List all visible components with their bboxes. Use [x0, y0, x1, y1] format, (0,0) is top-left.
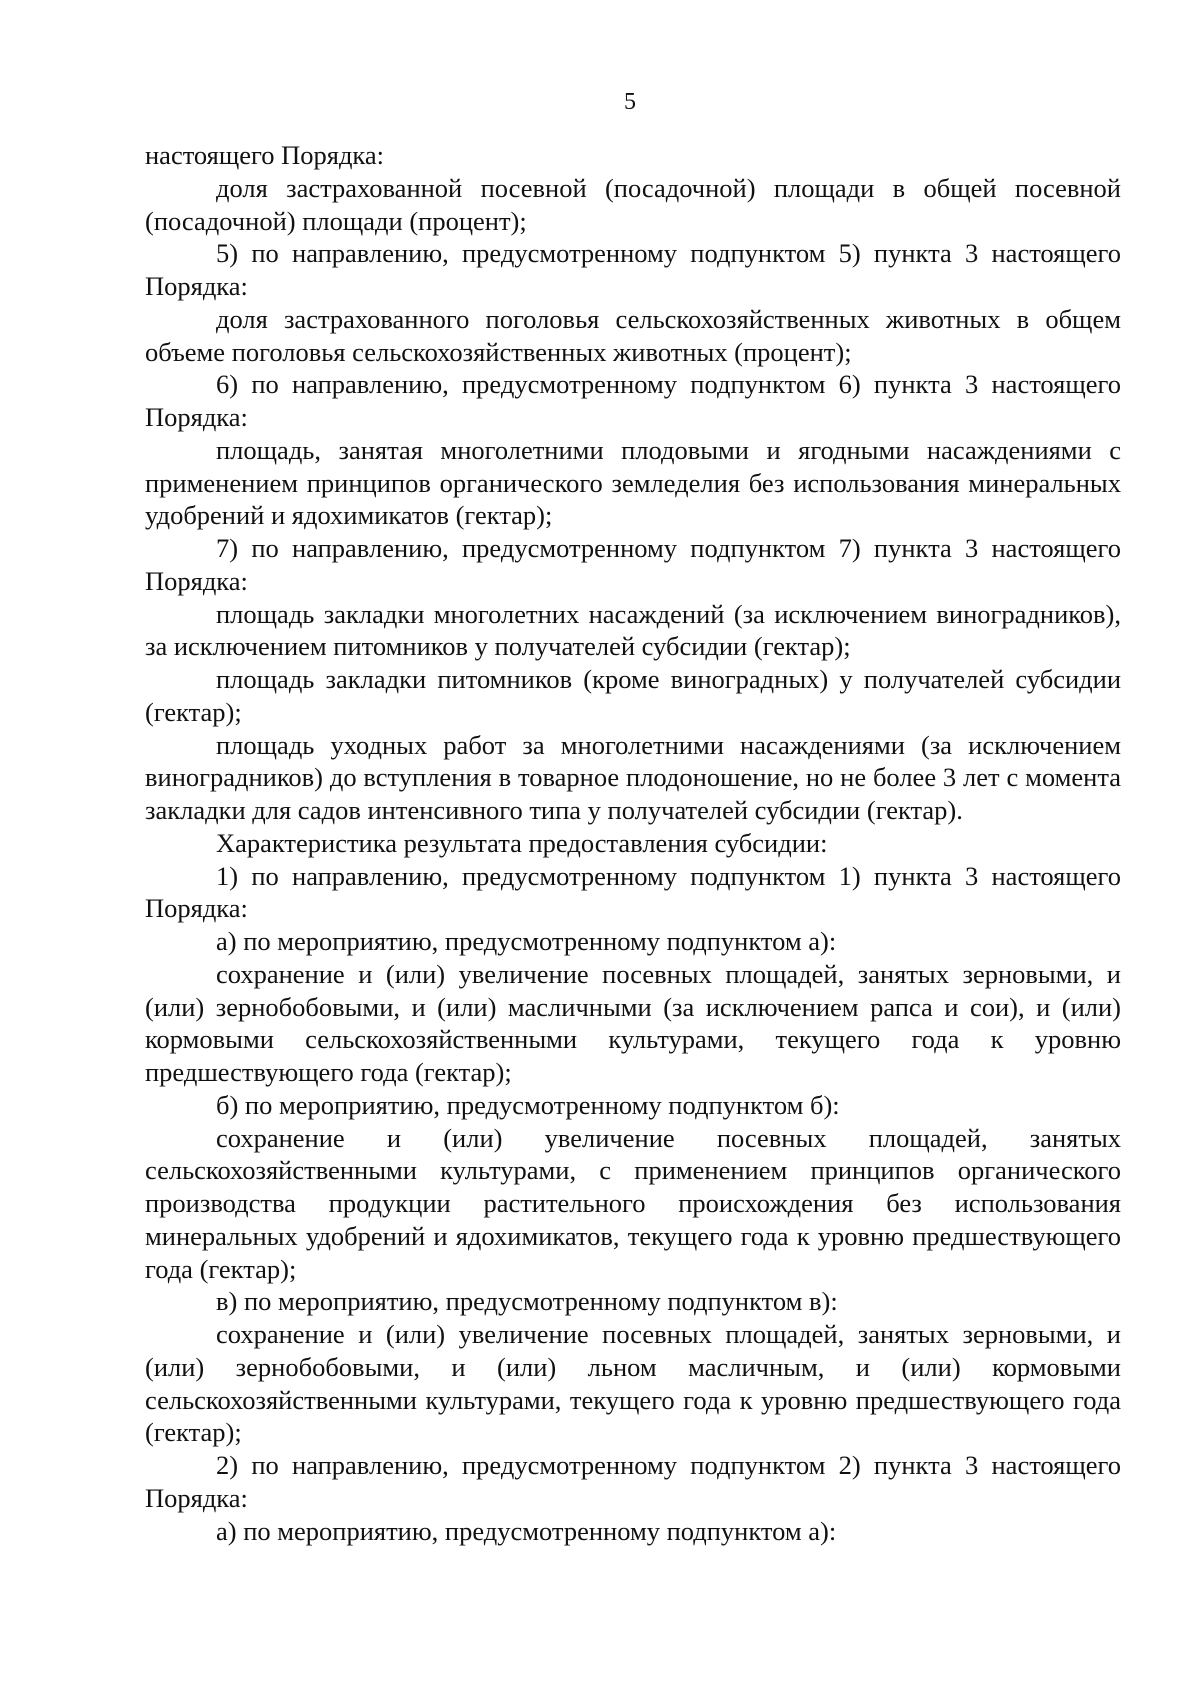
paragraph: сохранение и (или) увеличение посевных площадей, занятых зерновыми, и (или) зернобобовыми, и (или) масличными (за исключением рапса и сои), и (или) кормовыми сельскохозяйственными культурами, текущего года к уровню предшествующего года (гектар); [145, 958, 1121, 1087]
paragraph: в) по мероприятию, предусмотренному подпунктом в): [216, 1286, 838, 1317]
paragraph: площадь закладки многолетних насаждений (за исключением виноградников), за исключением питомников у получателей субсидии (гектар); [145, 598, 1121, 662]
paragraph: 7) по направлению, предусмотренному подпунктом 7) пункта 3 настоящего Порядка: [145, 533, 1121, 596]
paragraph: 2) по направлению, предусмотренному подпунктом 2) пункта 3 настоящего Порядка: [145, 1450, 1121, 1513]
paragraph: а) по мероприятию, предусмотренному подпунктом а): [216, 926, 837, 956]
paragraph: площадь закладки питомников (кроме виноградных) у получателей субсидии (гектар); [145, 664, 1121, 727]
document-body [145, 139, 1121, 1547]
paragraph: площадь уходных работ за многолетними насаждениями (за исключением виноградников) до вступления в товарное плодоношение, но не более 3 лет с момента закладки для садов интенсивного типа у получателей субсидии (гектар). [145, 729, 1121, 825]
paragraph: доля застрахованной посевной (посадочной) площади в общей посевной (посадочной) площади (процент); [145, 172, 1121, 236]
paragraph: а) по мероприятию, предусмотренному подпунктом а): [216, 1515, 837, 1546]
paragraph: сохранение и (или) увеличение посевных площадей, занятых сельскохозяйственными культурами, с применением принципов органического производства продукции растительного происхождения без использования минеральных удобрений и ядохимикатов, текущего года к уровню предшествующего года (гектар); [145, 1122, 1121, 1284]
page-number: 5 [624, 89, 636, 115]
paragraph: сохранение и (или) увеличение посевных площадей, занятых зерновыми, и (или) зернобобовыми, и (или) льном масличным, и (или) кормовыми сельскохозяйственными культурами, текущего года к уровню предшествующего года (гектар); [145, 1319, 1121, 1448]
paragraph: доля застрахованного поголовья сельскохозяйственных животных в общем объеме поголовья сельскохозяйственных животных (процент); [145, 303, 1121, 367]
paragraph: 1) по направлению, предусмотренному подпунктом 1) пункта 3 настоящего Порядка: [145, 860, 1121, 924]
paragraph: Характеристика результата предоставления субсидии: [216, 827, 828, 858]
paragraph: площадь, занятая многолетними плодовыми и ягодными насаждениями с применением принципов органического земледелия без использования минеральных удобрений и ядохимикатов (гектар); [145, 434, 1121, 531]
paragraph: настоящего Порядка: [145, 140, 385, 170]
paragraph: 5) по направлению, предусмотренному подпунктом 5) пункта 3 настоящего Порядка: [145, 238, 1121, 301]
paragraph: 6) по направлению, предусмотренному подпунктом 6) пункта 3 настоящего Порядка: [145, 369, 1121, 432]
paragraph: б) по мероприятию, предусмотренному подпунктом б): [216, 1089, 840, 1120]
